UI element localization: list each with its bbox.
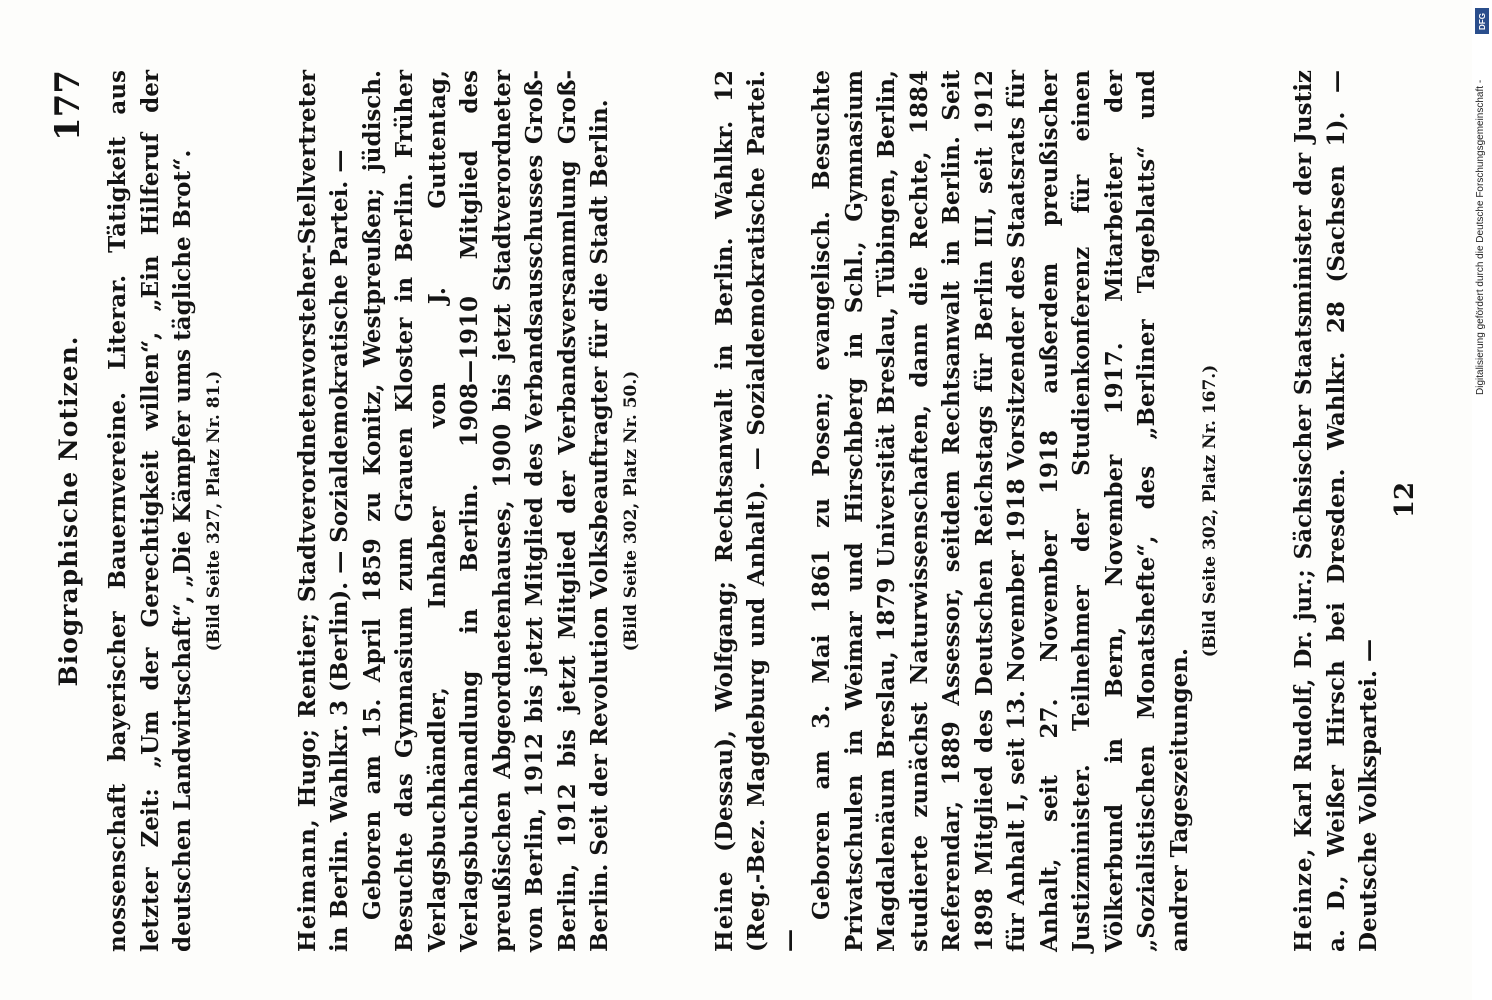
- entry-head-text: Hugo; Rentier; Stadtverordnetenvorsteher-Stellvertreter in Berlin. Wahlkr. 3 (Berlin). — Sozialdemokratische Partei. —: [293, 70, 353, 952]
- biography-entry-heimann: [292, 70, 357, 952]
- entry-name: Heine: [710, 870, 738, 952]
- page-title: Biographische Notizen.: [54, 335, 83, 687]
- sheet-number: 12: [1390, 481, 1420, 519]
- page-header: [48, 70, 92, 952]
- biography-entry-heine: [709, 70, 807, 952]
- entry-name: Heimann,: [293, 818, 321, 952]
- entry-head-text: (Dessau), Wolfgang; Rechtsanwalt in Berlin. Wahlkr. 12 (Reg.-Bez. Magdeburg und Anhalt). — Sozialdemokratische Partei. —: [710, 70, 803, 952]
- entry-body-text: Geboren am 15. April 1859 zu Konitz, Westpreußen; jüdisch. Besuchte das Gymnasium zum Grauen Kloster in Berlin. Früher Verlagsbuchhändler, Inhaber von J. Guttentag, Verlagsbuchhandlung in Berlin. 1908—1910 Mitglied des preußischen Abgeordnetenhauses, 1900 bis jetzt Stadtverordneter von Berlin, 1912 bis jetzt Mitglied des Verbandsausschusses Groß-Berlin, 1912 bis jetzt Mitglied der Verbandsversammlung Groß-Berlin. Seit der Revolution Volksbeauftragter für die Stadt Berlin.: [358, 70, 613, 952]
- digitization-sidebar: [1472, 0, 1492, 1000]
- dfg-logo-text: DFG: [1477, 12, 1487, 30]
- image-caption: (Bild Seite 327, Platz Nr. 81.): [203, 370, 224, 652]
- entry-body-text: Geboren am 3. Mai 1861 zu Posen; evangelisch. Besuchte Privatschulen in Weimar und Hirschberg in Schl., Gymnasium Magdalenäum Breslau, 1879 Universität Breslau, Tübingen, Berlin, studierte zunächst Naturwissenschaften, dann die Rechte, 1884 Referendar, 1889 Assessor, seitdem Rechtsanwalt in Berlin. Seit 1898 Mitglied des Deutschen Reichstags für Berlin III, seit 1912 für Anhalt I, seit 13. November 1918 Vorsitzender des Staatsrats für Anhalt, seit 27. November 1918 außerdem preußischer Justizminister. Teilnehmer der Studienkonferenz für einen Völkerbund in Bern, November 1917. Mitarbeiter der „Sozialistischen Monatshefte“, des „Berliner Tageblatts“ und andrer Tageszeitungen.: [808, 70, 1193, 952]
- page-number: 177: [48, 70, 88, 141]
- entry-head-text: Karl Rudolf, Dr. jur.; Sächsischer Staatsminister der Justiz a. D., Weißer Hirsch bei Dresden. Wahlkr. 28 (Sachsen 1). — Deutsche Volkspartei. —: [1290, 70, 1382, 952]
- biography-entry-heinze: [1288, 70, 1386, 952]
- entry-name: Heinze,: [1290, 847, 1317, 952]
- image-caption: (Bild Seite 302, Platz Nr. 50.): [620, 370, 641, 652]
- funding-notice: Digitalisierung gefördert durch die Deutsche Forschungsgemeinschaft -: [1475, 79, 1486, 395]
- entry-continuation-text: nossenschaft bayerischer Bauernvereine. Literar. Tätigkeit aus letzter Zeit: „Um der Gerechtigkeit willen“, „Ein Hilferuf der deutschen Landwirtschaft“, „Die Kämpfer ums tägliche Brot“.: [104, 70, 196, 952]
- image-caption: (Bild Seite 302, Platz Nr. 167.): [1200, 364, 1220, 658]
